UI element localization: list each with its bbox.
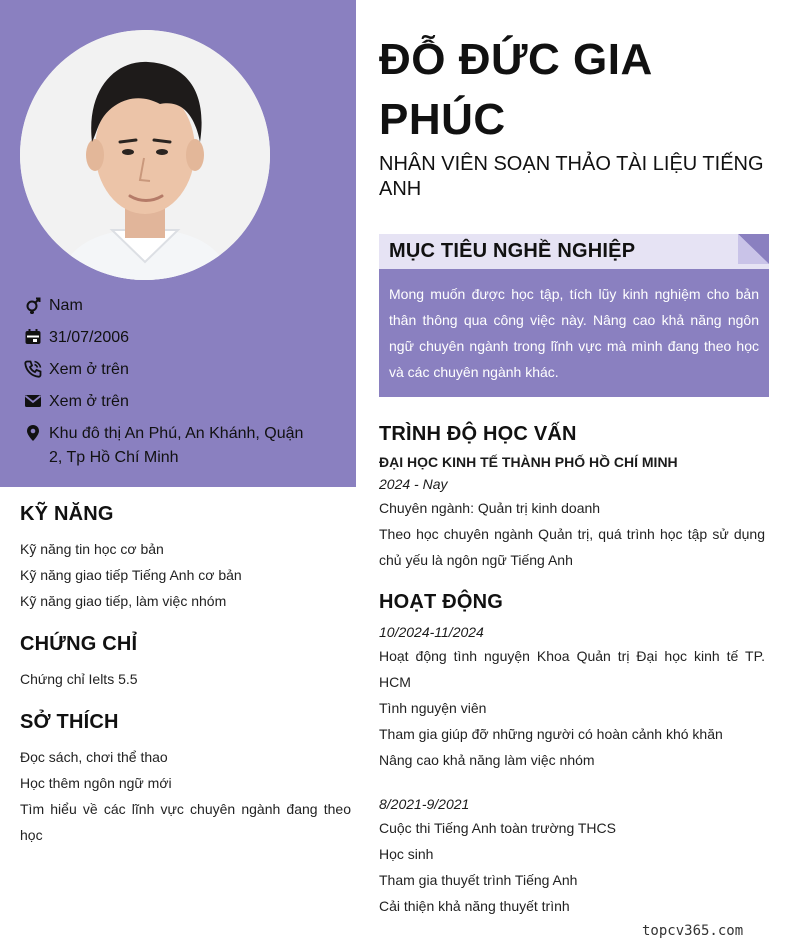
left-sections bbox=[20, 500, 351, 864]
contact-address bbox=[24, 422, 344, 470]
contact-email bbox=[24, 390, 344, 414]
hobby-item: Học thêm ngôn ngữ mới bbox=[20, 775, 172, 791]
gender-text: Nam bbox=[49, 297, 83, 314]
activity-period: 10/2024-11/2024 bbox=[379, 624, 484, 640]
corner-fold-icon bbox=[738, 234, 769, 264]
avatar-photo bbox=[20, 30, 270, 280]
email-text: Xem ở trên bbox=[49, 393, 129, 410]
skill-item: Kỹ năng giao tiếp, làm việc nhóm bbox=[20, 593, 227, 609]
activity-entry bbox=[379, 621, 765, 773]
location-icon bbox=[24, 424, 42, 442]
certificates-section bbox=[20, 630, 351, 692]
activity-line: Tham gia giúp đỡ những người có hoàn cảnh khó khăn bbox=[379, 726, 723, 742]
education-period: 2024 - Nay bbox=[379, 476, 448, 492]
job-title: NHÂN VIÊN SOẠN THẢO TÀI LIỆU TIẾNG ANH bbox=[379, 153, 764, 200]
activity-entry bbox=[379, 793, 765, 919]
calendar-icon bbox=[24, 328, 42, 346]
skill-item: Kỹ năng tin học cơ bản bbox=[20, 541, 164, 557]
contact-gender bbox=[24, 294, 344, 318]
gender-icon bbox=[24, 296, 42, 314]
profile-sidebar bbox=[0, 0, 356, 487]
hobby-item: Tìm hiểu về các lĩnh vực chuyên ngành đang theo học bbox=[20, 801, 351, 843]
contact-birthday bbox=[24, 326, 344, 350]
school-name: ĐẠI HỌC KINH TẾ THÀNH PHỐ HỒ CHÍ MINH bbox=[379, 454, 678, 470]
main-content bbox=[379, 30, 769, 919]
mail-icon bbox=[24, 392, 42, 410]
activity-line: Nâng cao khả năng làm việc nhóm bbox=[379, 752, 595, 768]
education-major: Chuyên ngành: Quản trị kinh doanh bbox=[379, 500, 601, 516]
skills-title: KỸ NĂNG bbox=[20, 503, 114, 525]
activity-period: 8/2021-9/2021 bbox=[379, 796, 470, 812]
phone-text: Xem ở trên bbox=[49, 361, 129, 378]
activity-role: Học sinh bbox=[379, 846, 434, 862]
address-text: Khu đô thị An Phú, An Khánh, Quận 2, Tp Hồ Chí Minh bbox=[49, 425, 304, 466]
activities-section bbox=[379, 589, 765, 919]
education-title: TRÌNH ĐỘ HỌC VẤN bbox=[379, 423, 577, 445]
objective-text: Mong muốn được học tập, tích lũy kinh nghiệm cho bản thân thông qua công việc này. Nâng cao khả năng ngôn ngữ chuyên ngành trong lĩnh vực mà mình đang theo học và các chuyên ngành khác. bbox=[379, 269, 769, 397]
contact-phone bbox=[24, 358, 344, 382]
avatar bbox=[20, 30, 270, 280]
certificates-title: CHỨNG CHỈ bbox=[20, 633, 138, 655]
activity-line: Tham gia thuyết trình Tiếng Anh bbox=[379, 872, 578, 888]
skill-item: Kỹ năng giao tiếp Tiếng Anh cơ bản bbox=[20, 567, 242, 583]
objective-section bbox=[379, 234, 769, 397]
phone-icon bbox=[24, 360, 42, 378]
activity-name: Cuộc thi Tiếng Anh toàn trường THCS bbox=[379, 820, 616, 836]
watermark: topcv365.com bbox=[642, 923, 744, 939]
activities-title: HOẠT ĐỘNG bbox=[379, 591, 504, 613]
activity-role: Tình nguyện viên bbox=[379, 700, 487, 716]
skills-section bbox=[20, 500, 351, 614]
hobby-item: Đọc sách, chơi thể thao bbox=[20, 749, 168, 765]
candidate-name: ĐỖ ĐỨC GIA PHÚC bbox=[379, 35, 652, 144]
certificate-item: Chứng chỉ Ielts 5.5 bbox=[20, 671, 138, 687]
hobbies-title: SỞ THÍCH bbox=[20, 711, 119, 733]
activity-name: Hoạt động tình nguyện Khoa Quản trị Đại học kinh tế TP. HCM bbox=[379, 648, 765, 690]
education-description: Theo học chuyên ngành Quản trị, quá trình học tập sử dụng chủ yếu là ngôn ngữ Tiếng Anh bbox=[379, 526, 765, 568]
hobbies-section bbox=[20, 708, 351, 848]
activity-line: Cải thiện khả năng thuyết trình bbox=[379, 898, 570, 914]
birthday-text: 31/07/2006 bbox=[49, 329, 130, 346]
objective-title: MỤC TIÊU NGHỀ NGHIỆP bbox=[389, 240, 636, 262]
education-section bbox=[379, 421, 765, 573]
contact-info bbox=[24, 294, 344, 478]
objective-header bbox=[379, 234, 769, 269]
